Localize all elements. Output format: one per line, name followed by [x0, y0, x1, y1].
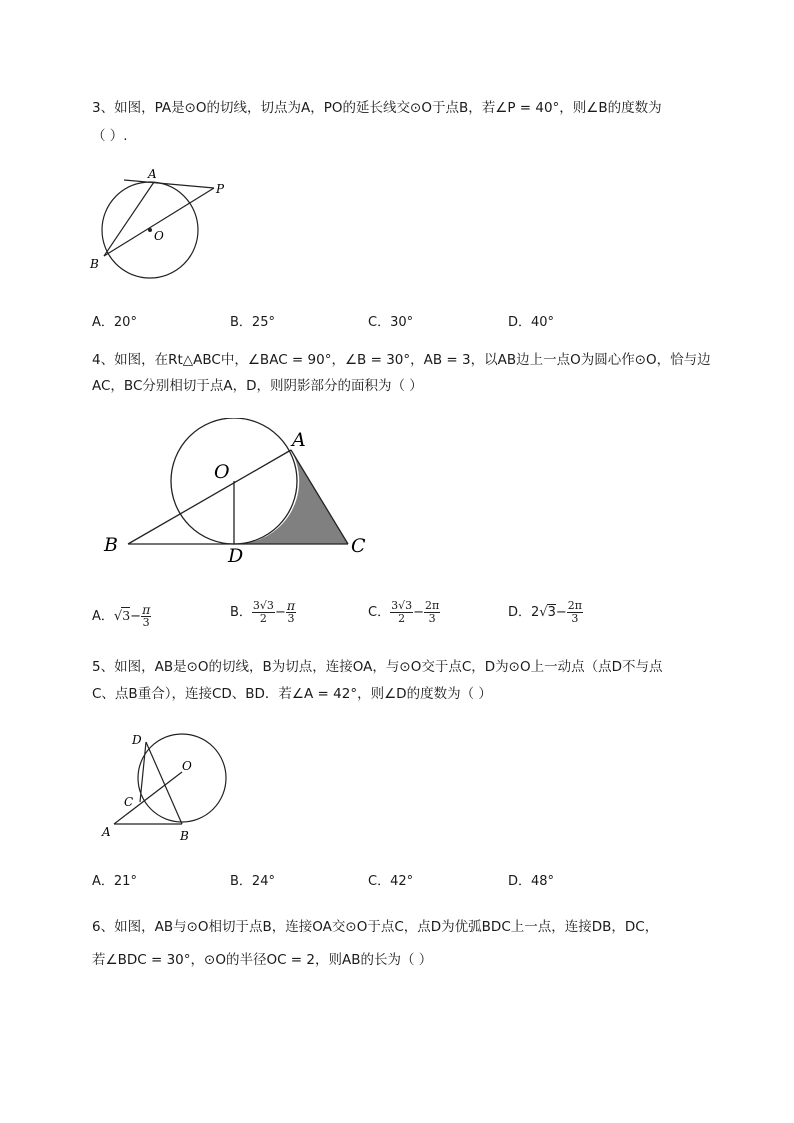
q5-stem-line2: C、点B重合），连接CD、BD．若∠A = 42°，则∠D的度数为（ ） — [92, 686, 492, 702]
q5-label-c: C — [124, 795, 134, 809]
q5-label-d: D — [132, 733, 142, 747]
q5-label-a: A — [102, 825, 111, 839]
q5-option-c: C．42° — [368, 874, 414, 889]
q6-stem-line2: 若∠BDC = 30°，⊙O的半径OC = 2，则AB的长为（ ） — [92, 952, 433, 968]
q4-shaded-region — [234, 450, 348, 544]
q3-stem-line2: （ ）. — [92, 128, 128, 144]
q4-stem-line2: AC，BC分别相切于点A，D，则阴影部分的面积为（ ） — [92, 378, 423, 394]
q6-stem-line1: 6、如图，AB与⊙O相切于点B，连接OA交⊙O于点C，点D为优弧BDC上一点，连接DB，DC， — [92, 919, 659, 935]
q4-figure — [96, 418, 386, 578]
q4-label-o: O — [214, 461, 230, 483]
q4-label-c: C — [351, 535, 366, 557]
q3-center-dot — [148, 228, 152, 232]
q5-line-dc — [140, 742, 146, 802]
q5-stem-line1: 5、如图，AB是⊙O的切线，B为切点，连接OA，与⊙O交于点C，D为⊙O上一动点（点D不与点 — [92, 659, 663, 675]
q4-side-ab — [128, 450, 291, 544]
q5-option-d: D．48° — [508, 874, 555, 889]
q3-option-c: C．30° — [368, 315, 414, 330]
q3-label-p: P — [216, 182, 225, 196]
q3-figure — [86, 160, 236, 280]
q5-label-o: O — [182, 759, 192, 773]
q4-label-d: D — [228, 545, 244, 567]
q3-option-a: A．20° — [92, 315, 137, 330]
q5-circle — [138, 734, 226, 822]
q3-line-ab — [104, 182, 154, 256]
q4-option-a: A．√3− $\frac{\pi}{3}$ — [92, 602, 151, 629]
q5-option-b: B．24° — [230, 874, 275, 889]
q3-stem-line1: 3、如图，PA是⊙O的切线，切点为A，PO的延长线交⊙O于点B，若∠P = 40°，则∠B的度数为 — [92, 100, 662, 116]
q4-stem-line1: 4、如图，在Rt△ABC中，∠BAC = 90°，∠B = 30°，AB = 3，以AB边上一点O为圆心作⊙O，恰与边 — [92, 352, 711, 368]
q3-label-o: O — [154, 229, 164, 243]
q5-option-a: A．21° — [92, 874, 137, 889]
q3-label-a: A — [148, 167, 157, 181]
q3-option-b: B．25° — [230, 315, 275, 330]
q4-option-b: B． $\frac{3√3}{2}$ − $\frac{\pi}{3}$ — [230, 598, 296, 625]
q3-label-b: B — [90, 257, 99, 271]
q5-line-db — [146, 742, 182, 824]
q4-label-b: B — [104, 534, 118, 556]
q3-option-d: D．40° — [508, 315, 555, 330]
q5-label-b: B — [180, 829, 189, 843]
q4-option-d: D．2√3− $\frac{2\pi}{3}$ — [508, 599, 583, 625]
q4-option-c: C． $\frac{3√3}{2}$ − $\frac{2\pi}{3}$ — [368, 599, 440, 625]
q5-figure — [96, 728, 236, 848]
q4-label-a: A — [292, 429, 306, 451]
